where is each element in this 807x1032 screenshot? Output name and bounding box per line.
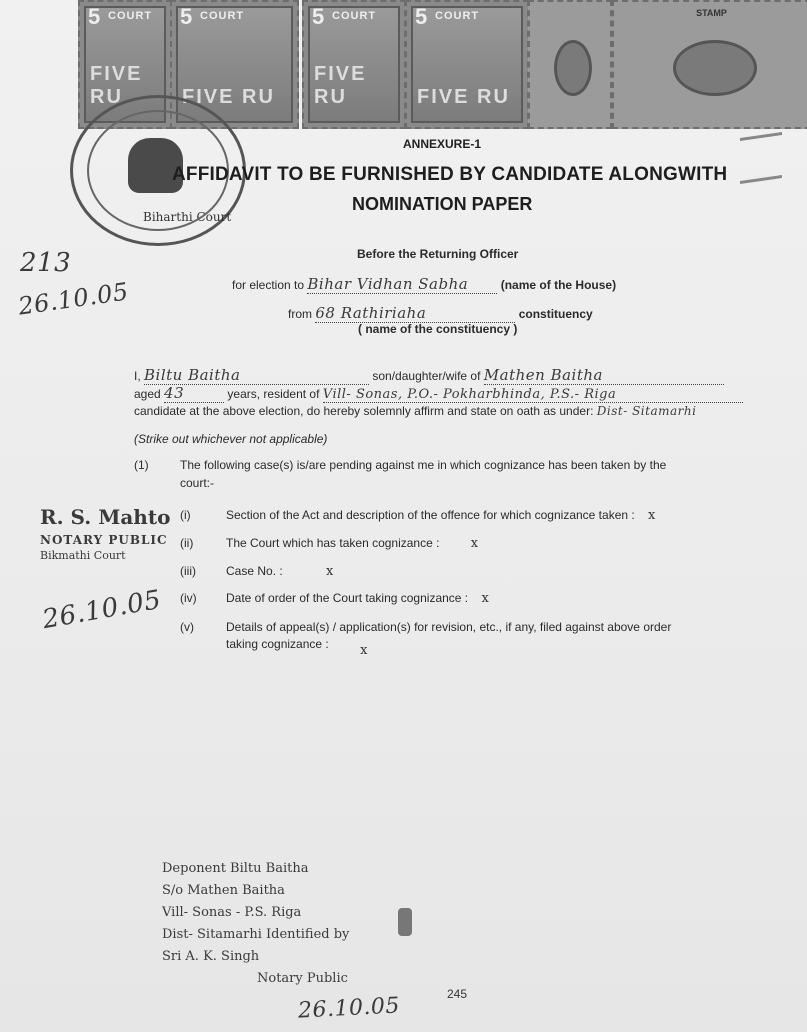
- candidate-text: candidate at the above election, do hereby solemnly affirm and state on oath as under:: [134, 404, 594, 418]
- age-value: 43: [164, 384, 185, 402]
- relation-field: [484, 366, 724, 385]
- house-value: Bihar Vidhan Sabha: [307, 275, 469, 293]
- subitem-i: [180, 508, 655, 523]
- bottom-date: 26.10.05: [297, 993, 401, 1024]
- constituency-suffix: constituency: [518, 307, 593, 321]
- subitem-v-line2: [226, 637, 368, 658]
- name-field: [144, 366, 369, 385]
- court-fee-stamp-6: [612, 0, 807, 129]
- stamp-bottom-text: FIVE RU: [182, 86, 275, 108]
- affidavit-title-line2: NOMINATION PAPER: [352, 194, 533, 214]
- margin-number: 213: [20, 248, 72, 278]
- court-fee-stamp-5: [528, 0, 612, 129]
- subitem-text: Case No. :: [226, 564, 283, 578]
- constituency-value: 68 Rathiriaha: [315, 304, 427, 322]
- subitem-mark: x: [648, 508, 656, 523]
- subitem-iv: [180, 591, 489, 606]
- stamp-value: 5: [88, 4, 101, 29]
- court-fee-stamp-4: [405, 0, 529, 129]
- district-value: Dist- Sitamarhi: [596, 404, 697, 418]
- resident-label: years, resident of: [227, 387, 320, 401]
- from-prefix: from: [288, 307, 312, 321]
- stamp-value: 5: [180, 4, 193, 29]
- notary-name: R. S. Mahto: [40, 505, 171, 529]
- subitem-text: The Court which has taken cognizance :: [226, 536, 440, 550]
- subitem-roman: (ii): [180, 536, 194, 550]
- aged-label: aged: [134, 387, 161, 401]
- court-fee-stamp-3: [302, 0, 406, 129]
- notary-date: 26.10.05: [40, 584, 164, 636]
- resident-field: [323, 387, 743, 403]
- seal-text: Biharthi Court: [143, 210, 232, 224]
- election-line: [232, 275, 616, 294]
- subitem-mark: x: [360, 643, 368, 658]
- notary-court: Bikmathi Court: [40, 549, 126, 562]
- deponent-block: [162, 858, 349, 990]
- subitem-mark: x: [326, 564, 334, 579]
- margin-mark: [740, 132, 782, 184]
- signoff-line4: Dist- Sitamarhi Identified by: [162, 927, 350, 942]
- election-prefix: for election to: [232, 278, 305, 292]
- declaration-line2: [134, 384, 743, 403]
- item1-line2: court:-: [180, 476, 215, 490]
- notary-stamp: [40, 505, 200, 562]
- stamp-emblem-icon: [554, 40, 592, 96]
- affidavit-title-line1: AFFIDAVIT TO BE FURNISHED BY CANDIDATE ALONGWITH: [172, 164, 728, 185]
- item1-text: The following case(s) is/are pending against me in which cognizance has been taken by the: [180, 458, 667, 472]
- strike-note: (Strike out whichever not applicable): [134, 432, 328, 446]
- subitem-text: Section of the Act and description of the offence for which cognizance taken :: [226, 508, 635, 522]
- stamp-bottom-text: FIVE RU: [90, 63, 143, 108]
- stamp-bottom-text: FIVE RU: [314, 63, 367, 108]
- subitem-roman: (iii): [180, 564, 196, 578]
- signoff-line1: Deponent Biltu Baitha: [162, 861, 309, 876]
- constituency-note: ( name of the constituency ): [358, 322, 518, 336]
- subitem-text: Date of order of the Court taking cognizance :: [226, 591, 469, 605]
- subitem-roman: (i): [180, 508, 191, 522]
- relation-label: son/daughter/wife of: [372, 369, 481, 383]
- ink-smudge: [398, 908, 412, 936]
- signoff-line6: Notary Public: [257, 971, 348, 986]
- notary-title: NOTARY PUBLIC: [40, 533, 168, 547]
- stamp-wide-label: STAMP: [696, 8, 727, 18]
- signoff-line2: S/o Mathen Baitha: [162, 883, 285, 898]
- relation-value: Mathen Baitha: [483, 366, 603, 384]
- item1-number: (1): [134, 458, 149, 472]
- house-suffix: (name of the House): [500, 278, 617, 292]
- stamp-court-label: COURT: [108, 10, 153, 22]
- subitem-roman: (iv): [180, 591, 197, 605]
- age-field: [164, 384, 224, 403]
- i-prefix: I,: [134, 369, 141, 383]
- annexure-label: ANNEXURE-1: [403, 137, 482, 151]
- deponent-name: Biltu Baitha: [144, 366, 241, 384]
- subitem-mark: x: [470, 536, 479, 551]
- returning-officer-heading: Before the Returning Officer: [357, 247, 519, 261]
- stamp-court-label: COURT: [435, 10, 480, 22]
- subitem-text: Details of appeal(s) / application(s) for revision, etc., if any, filed against above order: [226, 620, 672, 634]
- subitem-ii: [180, 536, 478, 551]
- signoff-line5: Sri A. K. Singh: [162, 949, 260, 964]
- margin-date-top: 26.10.05: [16, 277, 131, 321]
- stamp-bottom-text: FIVE RU: [417, 86, 510, 108]
- subitem-text2: taking cognizance :: [226, 637, 329, 651]
- item1-line1: [134, 458, 666, 472]
- stamp-value: 5: [415, 4, 428, 29]
- declaration-line3: [134, 404, 696, 418]
- stamp-court-label: COURT: [332, 10, 377, 22]
- declaration-line1: [134, 366, 724, 385]
- constituency-field: [315, 304, 515, 323]
- stamp-value: 5: [312, 4, 325, 29]
- constituency-line: [288, 304, 593, 323]
- stamp-court-label: COURT: [200, 10, 245, 22]
- subitem-roman: (v): [180, 620, 194, 634]
- signoff-line3: Vill- Sonas - P.S. Riga: [162, 905, 302, 920]
- house-field: [307, 275, 497, 294]
- subitem-iii: [180, 564, 333, 579]
- subitem-mark: x: [481, 591, 489, 606]
- resident-value: Vill- Sonas, P.O.- Pokharbhinda, P.S.- Riga: [322, 387, 617, 402]
- page-number: 245: [447, 987, 468, 1001]
- subitem-v: [180, 620, 671, 634]
- stamp-emblem-icon: [673, 40, 757, 96]
